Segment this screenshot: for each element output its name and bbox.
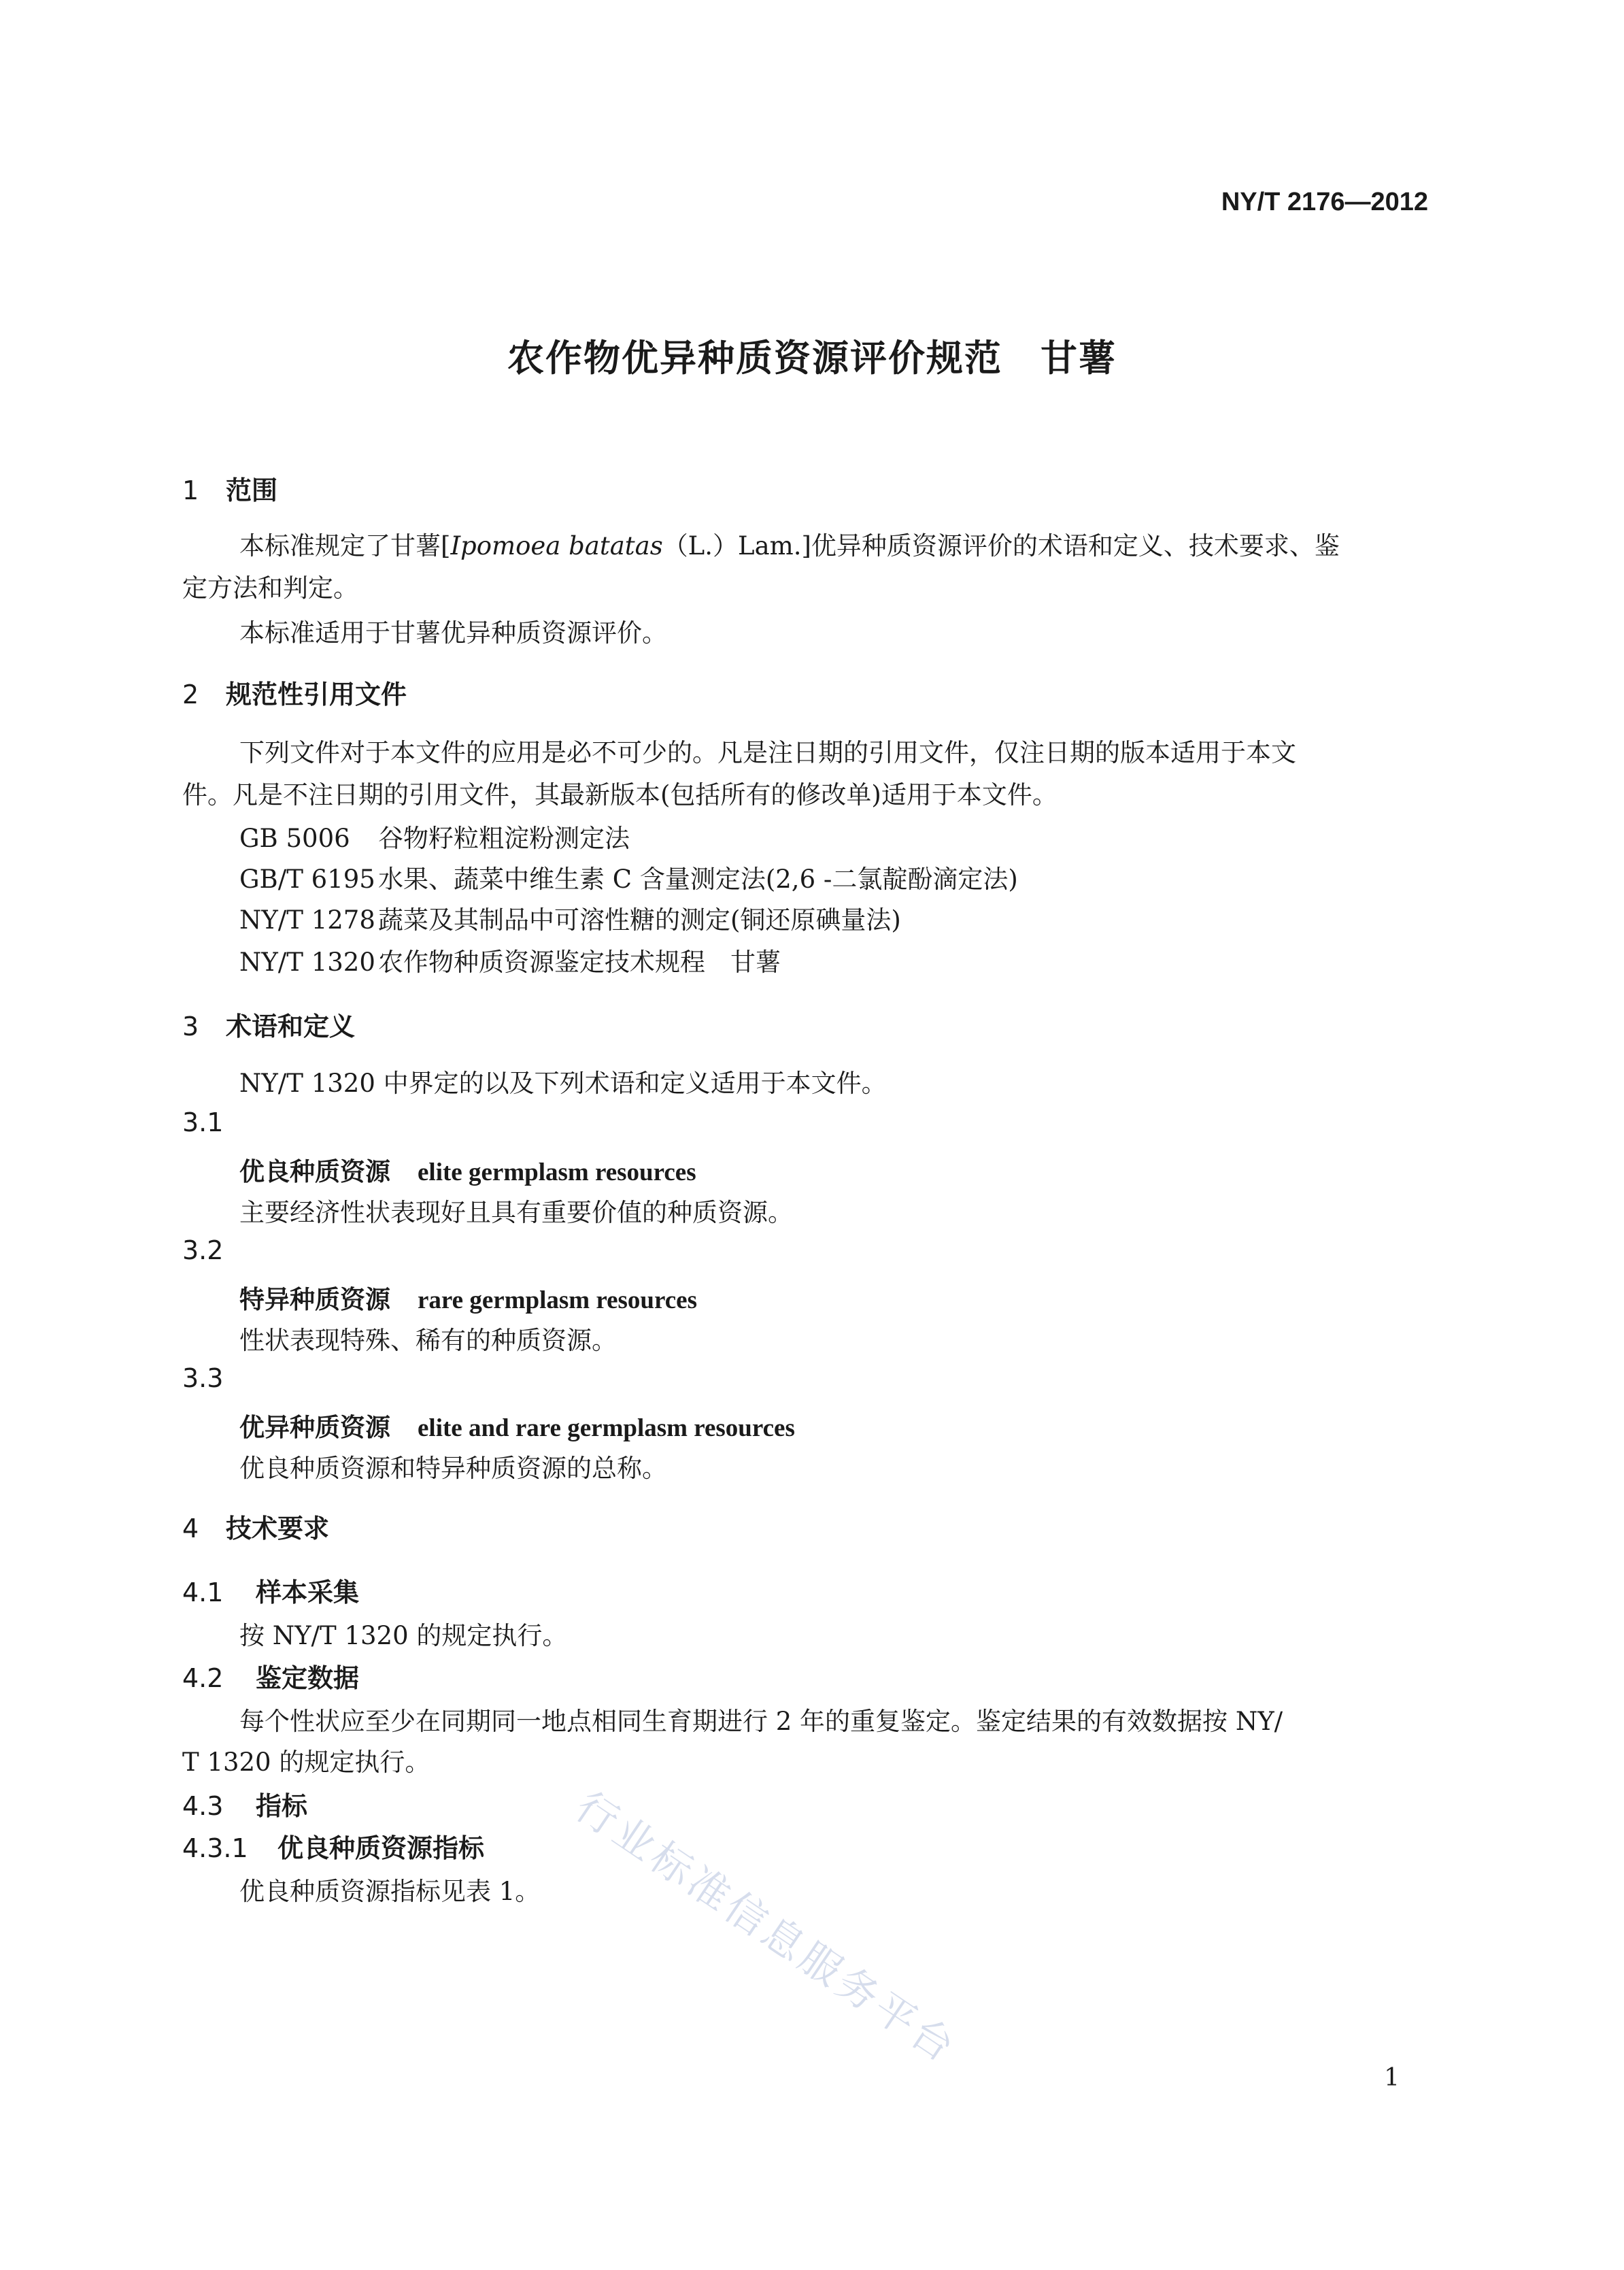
scope-paragraph-1-cont: 定方法和判定。 — [182, 573, 358, 603]
section-title: 范围 — [226, 475, 278, 505]
section-title: 规范性引用文件 — [226, 680, 407, 710]
scope-paragraph-1: 本标准规定了甘薯[Ipomoea batatas（L.）Lam.]优异种质资源评价的术语和定义、技术要求、鉴 — [239, 531, 1340, 561]
clause-number: 3.2 — [182, 1235, 224, 1265]
refs-intro-line-2: 件。凡是不注日期的引用文件，其最新版本(包括所有的修改单)适用于本文件。 — [182, 780, 1058, 809]
section-number: 4 — [182, 1514, 199, 1543]
section-number: 2 — [182, 680, 199, 710]
page-number: 1 — [1384, 2064, 1400, 2092]
reference-item: NY/T 1320 农作物种质资源鉴定技术规程 甘薯 — [239, 948, 781, 977]
subsection-4-2-text-line-1: 每个性状应至少在同期同一地点相同生育期进行 2 年的重复鉴定。鉴定结果的有效数据按 NY/ — [239, 1707, 1283, 1736]
section-1-heading — [182, 469, 277, 507]
latin-name: Ipomoea batatas — [450, 531, 663, 561]
section-number: 3 — [182, 1012, 199, 1041]
terms-intro: NY/T 1320 中界定的以及下列术语和定义适用于本文件。 — [239, 1069, 887, 1098]
subsection-4-2-heading: 4.2 鉴定数据 — [182, 1663, 360, 1693]
subsection-4-3-heading: 4.3 指标 — [182, 1791, 308, 1821]
clause-number: 3.3 — [182, 1363, 224, 1393]
subsection-4-3-1-heading: 4.3.1 优良种质资源指标 — [182, 1833, 485, 1863]
term-definition: 性状表现特殊、稀有的种质资源。 — [239, 1326, 617, 1355]
clause-number: 3.1 — [182, 1107, 224, 1137]
section-2-heading — [182, 673, 407, 711]
term-definition: 主要经济性状表现好且具有重要价值的种质资源。 — [239, 1198, 793, 1227]
document-title: 农作物优异种质资源评价规范 甘薯 — [507, 337, 1117, 380]
term-title: 优异种质资源 elite and rare germplasm resources — [239, 1413, 795, 1442]
section-title: 术语和定义 — [226, 1012, 356, 1041]
watermark: 行业标准信息服务平台 — [566, 1782, 966, 2073]
scope-paragraph-2: 本标准适用于甘薯优异种质资源评价。 — [239, 618, 667, 648]
standard-code: NY/T 2176—2012 — [1221, 188, 1428, 216]
reference-item: GB/T 6195 水果、蔬菜中维生素 C 含量测定法(2,6 -二氯靛酚滴定法) — [239, 865, 1018, 894]
term-definition: 优良种质资源和特异种质资源的总称。 — [239, 1454, 667, 1483]
refs-intro-line-1: 下列文件对于本文件的应用是必不可少的。凡是注日期的引用文件，仅注日期的版本适用于本文 — [239, 738, 1296, 767]
subsection-4-1-text: 按 NY/T 1320 的规定执行。 — [239, 1621, 568, 1650]
subsection-4-2-text-line-2: T 1320 的规定执行。 — [182, 1748, 430, 1777]
subsection-4-1-heading: 4.1 样本采集 — [182, 1578, 360, 1607]
section-title: 技术要求 — [226, 1514, 330, 1543]
term-title: 优良种质资源 elite germplasm resources — [239, 1157, 696, 1186]
section-4-heading — [182, 1507, 329, 1545]
term-title: 特异种质资源 rare germplasm resources — [239, 1285, 697, 1314]
section-number: 1 — [182, 475, 199, 505]
reference-item: NY/T 1278 蔬菜及其制品中可溶性糖的测定(铜还原碘量法) — [239, 905, 901, 935]
reference-item: GB 5006 谷物籽粒粗淀粉测定法 — [239, 824, 630, 853]
subsection-4-3-1-text: 优良种质资源指标见表 1。 — [239, 1877, 541, 1906]
section-3-heading — [182, 1005, 355, 1043]
